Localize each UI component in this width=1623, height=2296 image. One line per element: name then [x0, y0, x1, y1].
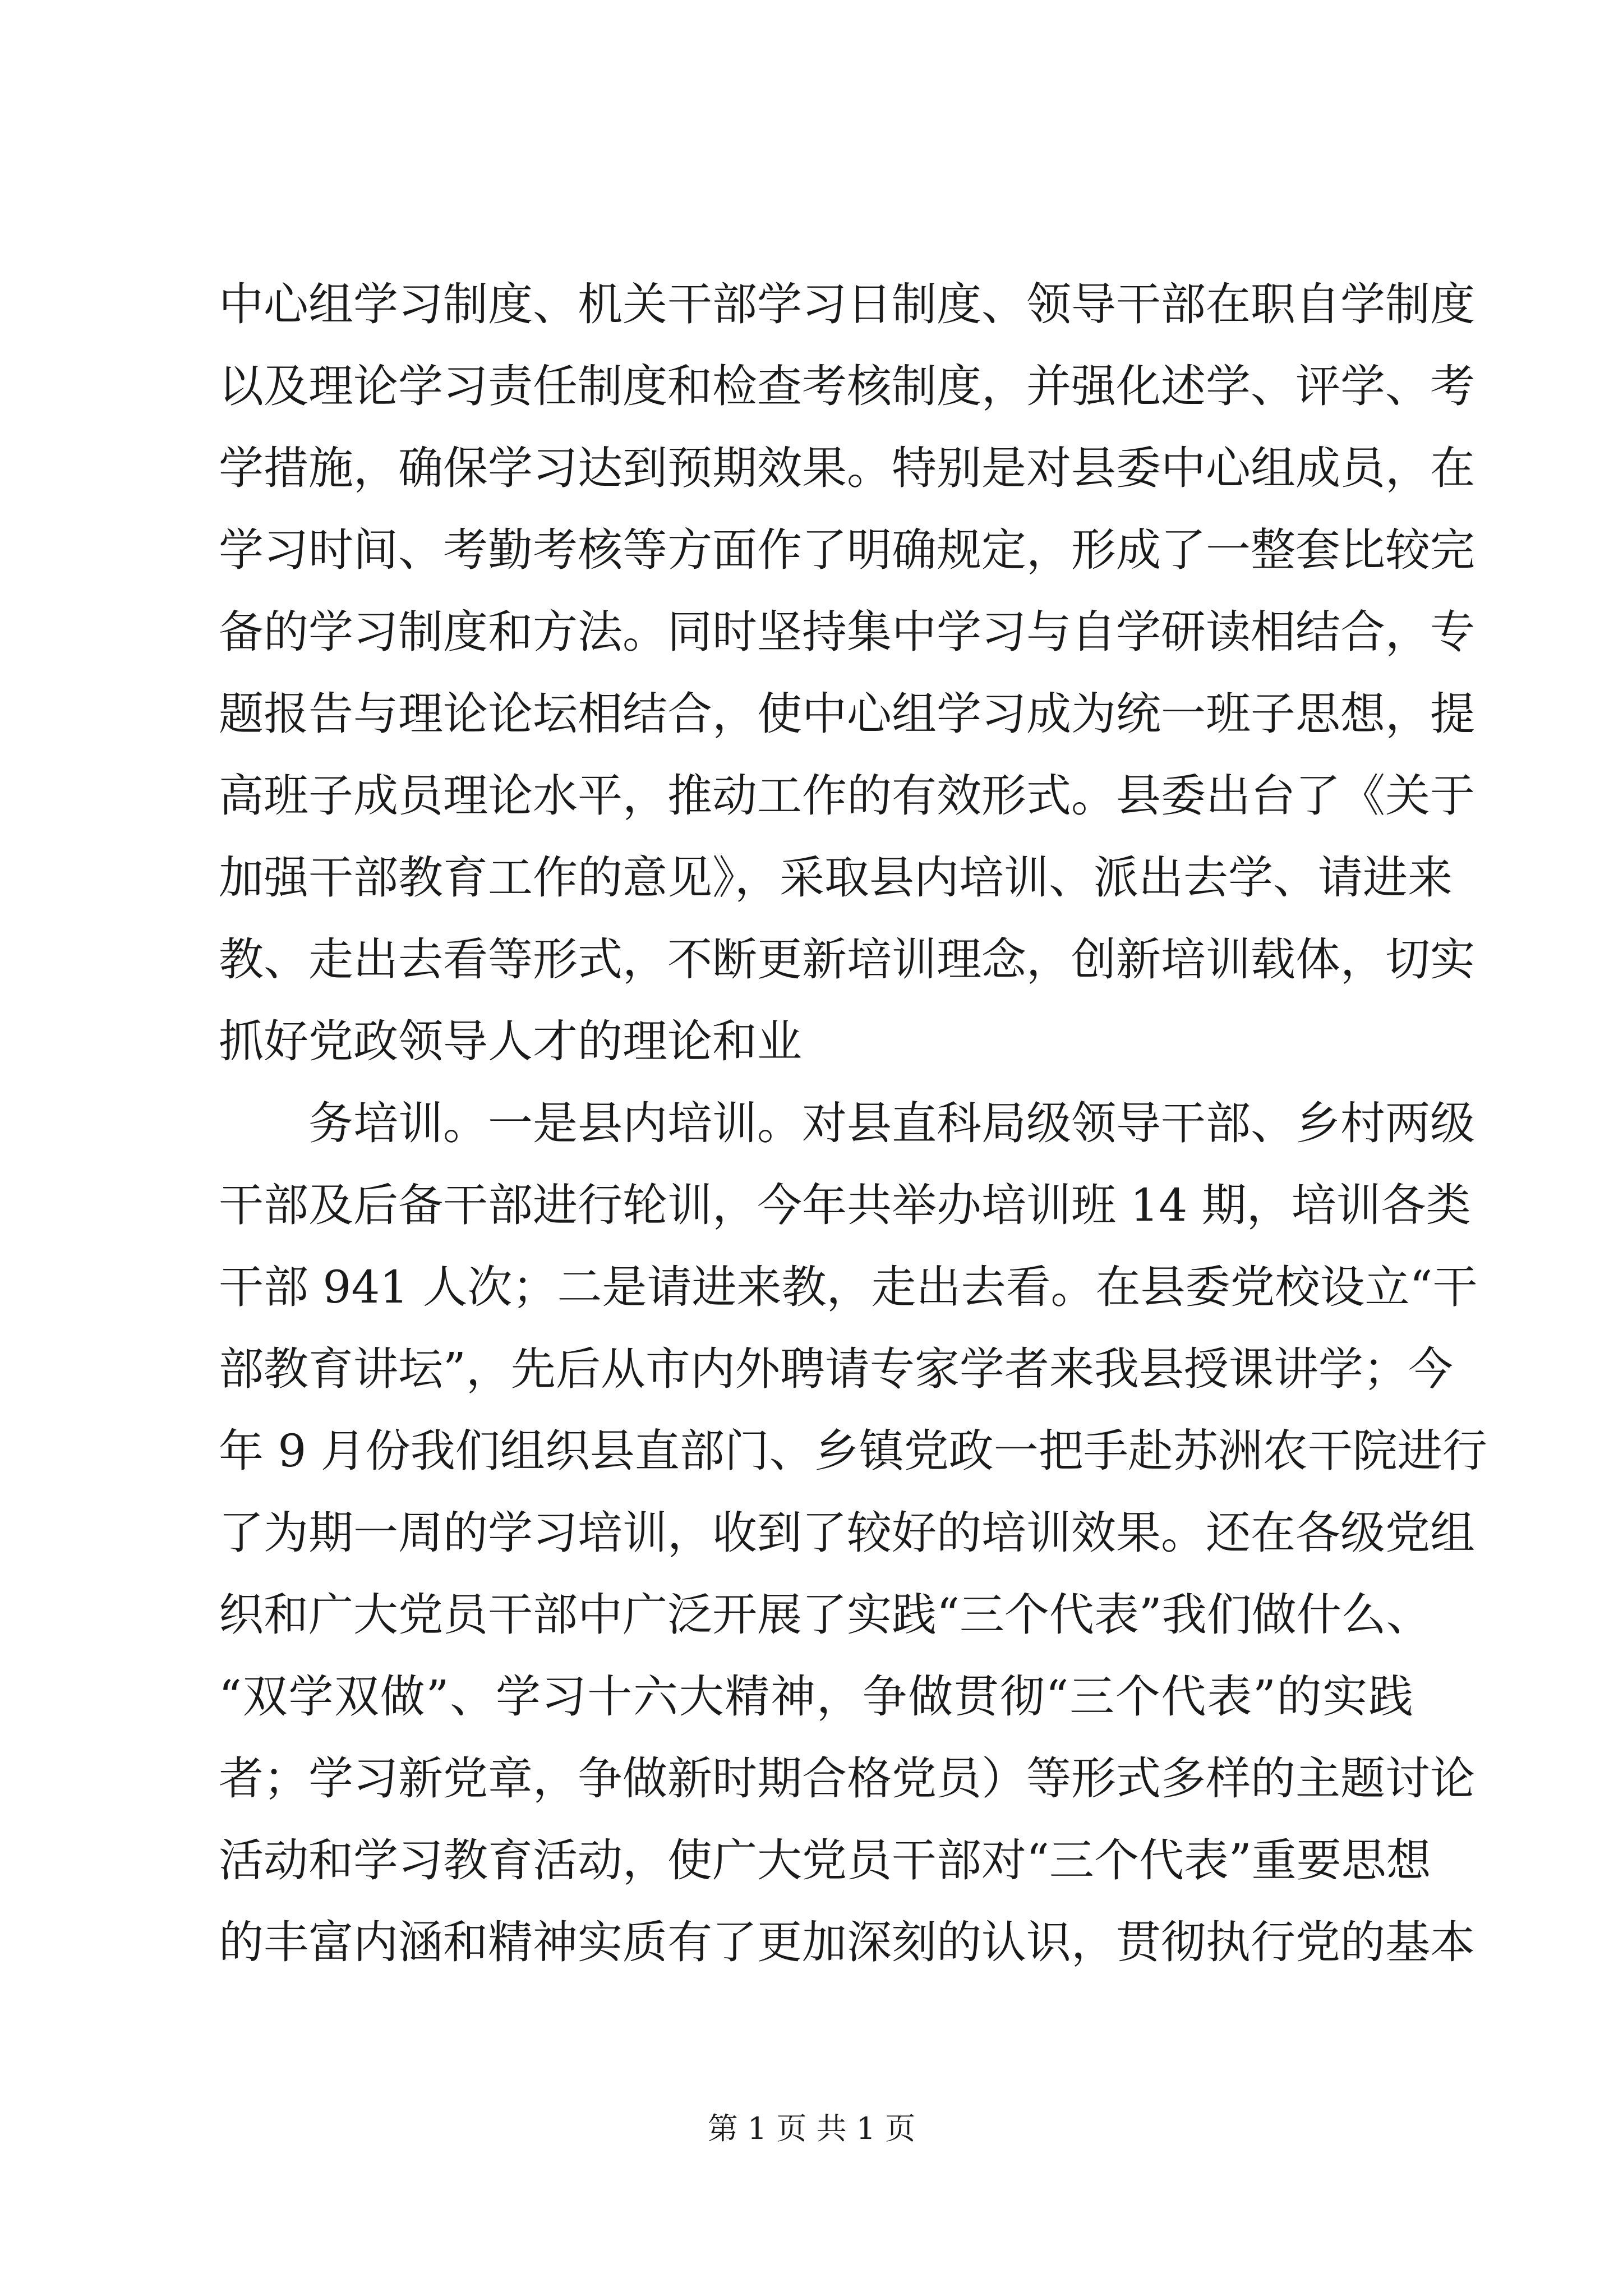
text-line: 备的学习制度和方法。同时坚持集中学习与自学研读相结合，专: [219, 606, 1475, 658]
text-line: “双学双做”、学习十六大精神，争做贯彻“三个代表”的实践: [219, 1671, 1413, 1723]
text-line: 题报告与理论论坛相结合，使中心组学习成为统一班子思想，提: [219, 688, 1475, 740]
text-line: 干部 941 人次；二是请进来教，走出去看。在县委党校设立“干: [219, 1261, 1478, 1313]
text-line: 的丰富内涵和精神实质有了更加深刻的认识，贯彻执行党的基本: [219, 1916, 1475, 1968]
text-line: 活动和学习教育活动，使广大党员干部对“三个代表”重要思想: [219, 1834, 1431, 1887]
text-line: 抓好党政领导人才的理论和业: [219, 1015, 802, 1068]
text-line: 织和广大党员干部中广泛开展了实践“三个代表”我们做什么、: [219, 1589, 1431, 1641]
text-line: 高班子成员理论水平，推动工作的有效形式。县委出台了《关于: [219, 770, 1475, 822]
text-line: 中心组学习制度、机关干部学习日制度、领导干部在职自学制度: [219, 278, 1475, 330]
text-line: 部教育讲坛”，先后从市内外聘请专家学者来我县授课讲学；今: [219, 1343, 1453, 1395]
page-number-label: 第 1 页 共 1 页: [707, 2111, 916, 2146]
text-line: 干部及后备干部进行轮训，今年共举办培训班 14 期，培训各类: [219, 1179, 1471, 1231]
text-line: 学措施，确保学习达到预期效果。特别是对县委中心组成员，在: [219, 442, 1475, 494]
page-footer: [0, 2109, 1623, 2148]
text-line: 了为期一周的学习培训，收到了较好的培训效果。还在各级党组: [219, 1507, 1475, 1559]
text-line: 学习时间、考勤考核等方面作了明确规定，形成了一整套比较完: [219, 524, 1475, 576]
document-body: [219, 264, 1487, 1984]
text-line: 以及理论学习责任制度和检查考核制度，并强化述学、评学、考: [219, 360, 1475, 412]
text-line: 加强干部教育工作的意见》，采取县内培训、派出去学、请进来: [219, 852, 1453, 904]
text-line: 教、走出去看等形式，不断更新培训理念，创新培训载体，切实: [219, 933, 1475, 986]
text-line: 年 9 月份我们组织县直部门、乡镇党政一把手赴苏洲农干院进行: [219, 1425, 1487, 1477]
text-line: 者；学习新党章，争做新时期合格党员）等形式多样的主题讨论: [219, 1752, 1475, 1805]
text-line-indented: 务培训。一是县内培训。对县直科局级领导干部、乡村两级: [308, 1097, 1475, 1149]
